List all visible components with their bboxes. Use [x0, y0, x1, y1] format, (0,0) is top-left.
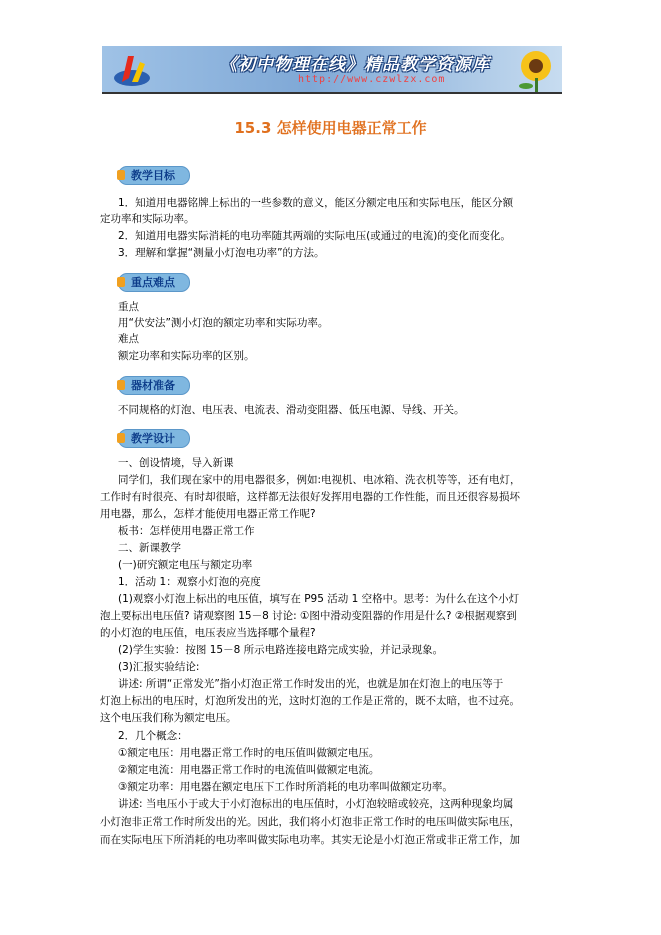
text-line: 重点	[118, 301, 139, 313]
section-heading-goals: 教学目标	[118, 166, 190, 185]
text-line: 这个电压我们称为额定电压。	[100, 712, 237, 724]
text-line: 3．理解和掌握“测量小灯泡电功率”的方法。	[118, 247, 325, 259]
text-line: 泡上要标出电压值? 请观察图 15－8 讨论: ①图中滑动变阻器的作用是什么? ②根据观察到	[100, 610, 517, 622]
text-line: 一、创设情境，导入新课	[118, 457, 234, 469]
text-line: ③额定功率：用电器在额定电压下工作时所消耗的电功率叫做额定功率。	[118, 781, 453, 793]
text-line: (2)学生实验：按图 15－8 所示电路连接电路完成实验，并记录现象。	[118, 644, 444, 656]
text-line: (一)研究额定电压与额定功率	[118, 559, 253, 571]
text-line: 同学们，我们现在家中的用电器很多，例如:电视机、电冰箱、洗衣机等等，还有电灯，	[118, 474, 521, 486]
banner-url: http://www.czwlzx.com	[298, 74, 446, 85]
site-logo	[112, 52, 152, 88]
section-heading-equipment: 器材准备	[118, 376, 190, 395]
text-line: (3)汇报实验结论:	[118, 661, 200, 673]
text-line: 用电器，那么，怎样才能使用电器正常工作呢?	[100, 508, 316, 520]
banner-title: 《初中物理在线》精品教学资源库	[220, 55, 490, 75]
text-line: 额定功率和实际功率的区别。	[118, 350, 255, 362]
text-line: 2．知道用电器实际消耗的电功率随其两端的实际电压(或通过的电流)的变化而变化。	[118, 230, 511, 242]
sunflower-image	[506, 48, 556, 92]
text-line: 不同规格的灯泡、电压表、电流表、滑动变阻器、低压电源、导线、开关。	[118, 404, 465, 416]
text-line: (1)观察小灯泡上标出的电压值，填写在 P95 活动 1 空格中。思考：为什么在这个小灯	[118, 593, 520, 605]
text-line: 讲述: 当电压小于或大于小灯泡标出的电压值时，小灯泡较暗或较亮，这两种现象均属	[118, 798, 514, 810]
section-heading-key: 重点难点	[118, 273, 190, 292]
text-line: 2．几个概念：	[118, 730, 188, 742]
text-line: ①额定电压：用电器正常工作时的电压值叫做额定电压。	[118, 747, 380, 759]
text-line: 灯泡上标出的电压时，灯泡所发出的光，这时灯泡的工作是正常的，既不太暗，也不过亮。	[100, 695, 520, 707]
text-line: 用“伏安法”测小灯泡的额定功率和实际功率。	[118, 317, 329, 329]
page-title: 15.3 怎样使用电器正常工作	[234, 119, 427, 137]
text-line: 而在实际电压下所消耗的电功率叫做实际电功率。其实无论是小灯泡正常或非正常工作，加	[100, 834, 520, 846]
text-line: 二、新课教学	[118, 542, 181, 554]
text-line: 定功率和实际功率。	[100, 213, 195, 225]
text-line: 板书：怎样使用电器正常工作	[118, 525, 255, 537]
text-line: ②额定电流：用电器正常工作时的电流值叫做额定电流。	[118, 764, 380, 776]
text-line: 的小灯泡的电压值，电压表应当选择哪个量程?	[100, 627, 316, 639]
text-line: 1．知道用电器铭牌上标出的一些参数的意义，能区分额定电压和实际电压，能区分额	[118, 197, 514, 209]
header-banner	[102, 46, 562, 94]
text-line: 难点	[118, 333, 139, 345]
text-line: 1．活动 1：观察小灯泡的亮度	[118, 576, 261, 588]
text-line: 小灯泡非正常工作时所发出的光。因此，我们将小灯泡非正常工作时的电压叫做实际电压，	[100, 816, 520, 828]
section-heading-design: 教学设计	[118, 429, 190, 448]
text-line: 讲述: 所谓“正常发光”指小灯泡正常工作时发出的光，也就是加在灯泡上的电压等于	[118, 678, 504, 690]
text-line: 工作时有时很亮、有时却很暗，这样都无法很好发挥用电器的工作性能，而且还很容易损坏	[100, 491, 520, 503]
